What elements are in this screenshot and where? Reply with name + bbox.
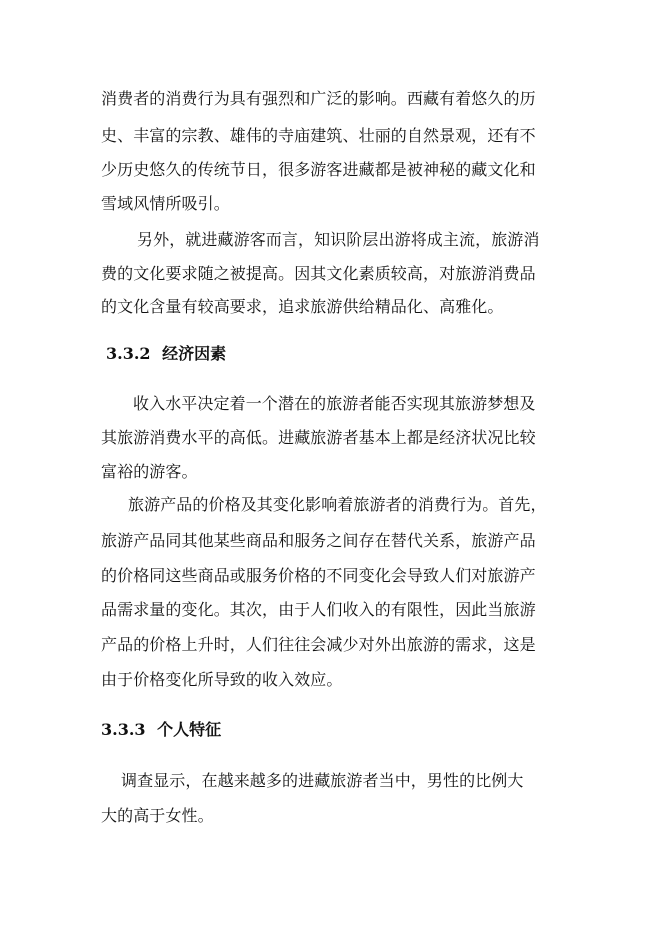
paragraph-4-line-1: 旅游产品的价格及其变化影响着旅游者的消费行为。首先， — [128, 495, 547, 514]
paragraph-4-line-6: 由于价格变化所导致的收入效应。 — [101, 670, 343, 689]
paragraph-2-line-3: 的文化含量有较高要求，追求旅游供给精品化、高雅化。 — [101, 297, 504, 316]
paragraph-2-line-1: 另外，就进藏游客而言，知识阶层出游将成主流，旅游消 — [137, 230, 540, 249]
section-heading-3-3-3 — [101, 719, 221, 741]
section-title: 经济因素 — [162, 344, 227, 363]
paragraph-1-line-1: 消费者的消费行为具有强烈和广泛的影响。西藏有着悠久的历 — [101, 89, 536, 108]
paragraph-4-line-5: 产品的价格上升时，人们往往会减少对外出旅游的需求，这是 — [101, 635, 536, 654]
paragraph-1-line-2: 史、丰富的宗教、雄伟的寺庙建筑、壮丽的自然景观，还有不 — [101, 126, 536, 145]
paragraph-2-line-2: 费的文化要求随之被提高。因其文化素质较高，对旅游消费品 — [101, 264, 536, 283]
section-number: 3.3.3 — [101, 720, 146, 739]
paragraph-3-line-3: 富裕的游客。 — [101, 462, 198, 481]
paragraph-3-line-1: 收入水平决定着一个潜在的旅游者能否实现其旅游梦想及 — [133, 394, 536, 413]
section-number: 3.3.2 — [106, 344, 151, 363]
paragraph-5-line-2: 大的高于女性。 — [101, 806, 214, 825]
section-heading-3-3-2 — [106, 343, 226, 365]
paragraph-5-line-1: 调查显示，在越来越多的进藏旅游者当中，男性的比例大 — [121, 771, 524, 790]
paragraph-4-line-2: 旅游产品同其他某些商品和服务之间存在替代关系，旅游产品 — [101, 531, 536, 550]
paragraph-1-line-3: 少历史悠久的传统节日，很多游客进藏都是被神秘的藏文化和 — [101, 160, 536, 179]
paragraph-4-line-3: 的价格同这些商品或服务价格的不同变化会导致人们对旅游产 — [101, 566, 536, 585]
paragraph-3-line-2: 其旅游消费水平的高低。进藏旅游者基本上都是经济状况比较 — [101, 428, 536, 447]
paragraph-1-line-4: 雪域风情所吸引。 — [101, 194, 230, 213]
paragraph-4-line-4: 品需求量的变化。其次，由于人们收入的有限性，因此当旅游 — [101, 600, 536, 619]
section-title: 个人特征 — [157, 720, 222, 739]
